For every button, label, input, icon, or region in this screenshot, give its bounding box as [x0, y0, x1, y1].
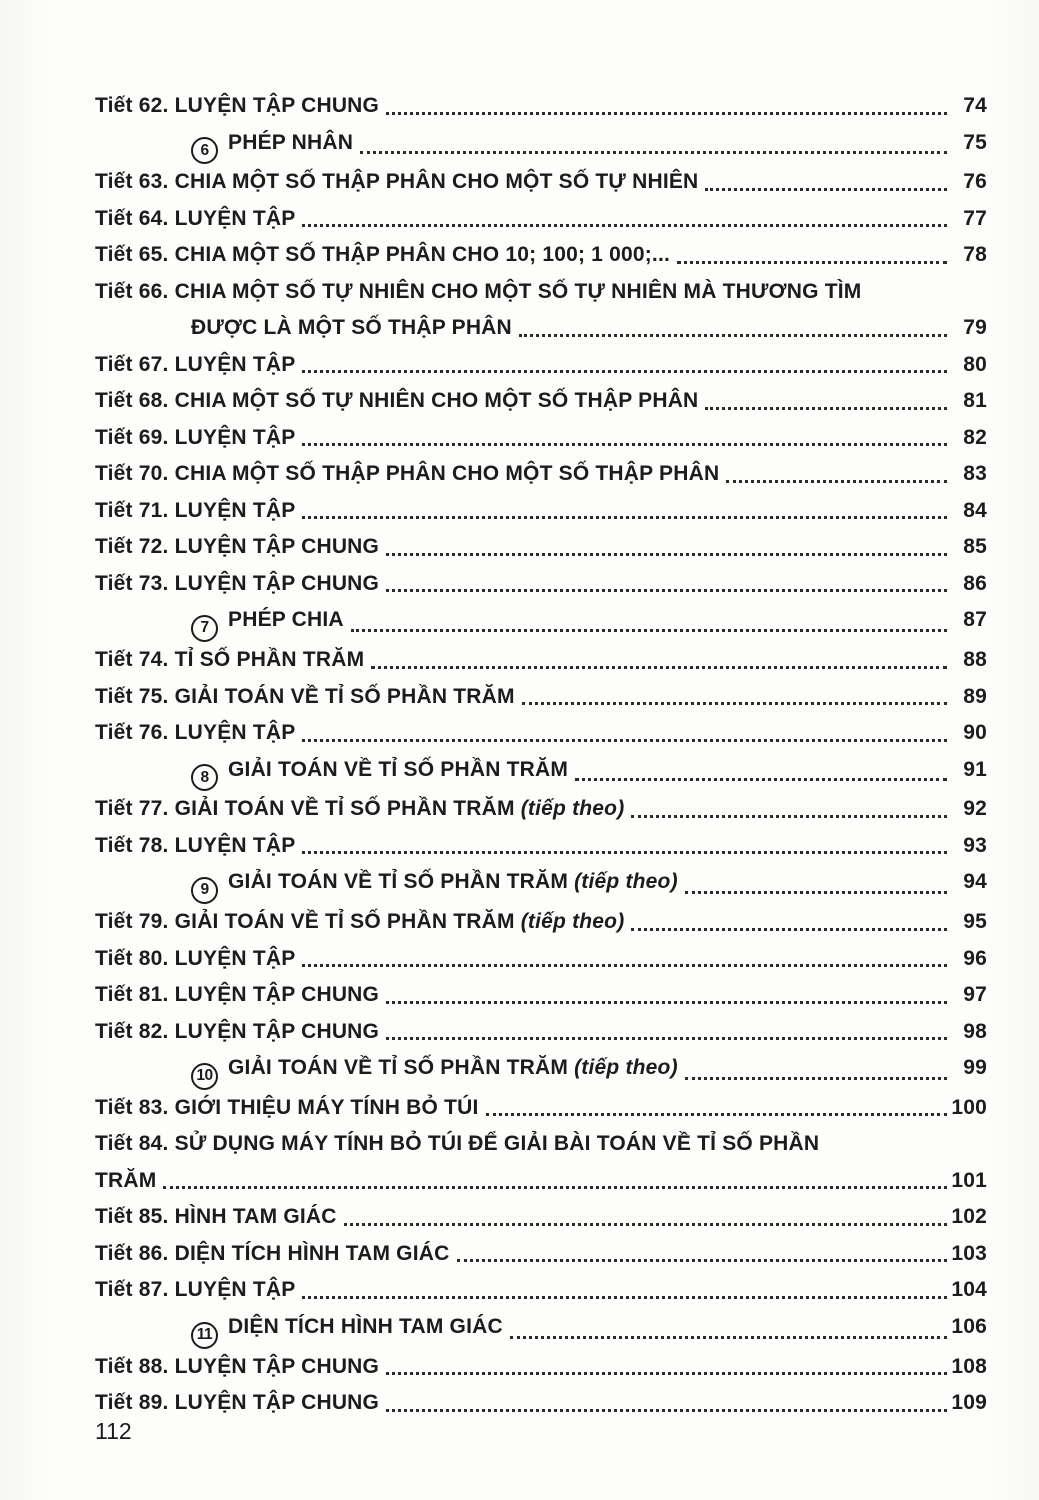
entry-page-number: 76: [963, 170, 987, 194]
entry-suffix-italic: (tiếp theo): [568, 1056, 678, 1079]
entry-title: CHIA MỘT SỐ THẬP PHÂN CHO MỘT SỐ TỰ NHIÊN: [174, 170, 699, 194]
entry-title: GIẢI TOÁN VỀ TỈ SỐ PHẦN TRĂM: [174, 797, 515, 821]
entry-page-number: 90: [963, 721, 987, 744]
entry-prefix: Tiết 78.: [95, 833, 175, 857]
toc-list: [95, 88, 987, 1422]
entry-prefix: Tiết 75.: [95, 684, 175, 708]
entry-prefix: Tiết 79.: [95, 910, 175, 933]
entry-page-number: 97: [963, 983, 987, 1006]
toc-entry: [95, 602, 987, 642]
entry-prefix: Tiết 63.: [95, 170, 175, 194]
entry-label: [95, 493, 295, 530]
dot-leader: [302, 739, 947, 742]
entry-page-number: 85: [963, 535, 987, 559]
entry-label: [95, 125, 353, 165]
entry-page-number: 92: [963, 797, 987, 821]
entry-label: [95, 310, 512, 347]
entry-page-number: 108: [951, 1354, 987, 1378]
entry-label: [95, 904, 624, 941]
dot-leader: [360, 151, 947, 154]
dot-leader: [163, 1186, 947, 1189]
entry-prefix: Tiết 74.: [95, 648, 175, 671]
entry-title: LUYỆN TẬP CHUNG: [174, 1391, 380, 1414]
entry-label: [95, 347, 295, 384]
dot-leader: [386, 1409, 947, 1412]
entry-title: LUYỆN TẬP CHUNG: [174, 571, 380, 595]
entry-prefix: Tiết 82.: [95, 1019, 175, 1043]
dot-leader: [457, 1259, 948, 1262]
entry-prefix: Tiết 83.: [95, 1095, 175, 1119]
dot-leader: [705, 407, 947, 410]
chapter-number-badge: 8: [191, 764, 218, 791]
entry-label: [95, 715, 295, 752]
toc-entry: [95, 1309, 987, 1349]
entry-prefix: Tiết 71.: [95, 498, 175, 522]
dot-leader: [344, 1223, 947, 1226]
toc-entry: [95, 828, 987, 865]
entry-suffix-italic: (tiếp theo): [514, 910, 625, 933]
chapter-number-badge: 6: [191, 137, 218, 164]
dot-leader: [302, 224, 947, 227]
entry-title: LUYỆN TẬP: [174, 946, 296, 970]
entry-label: [95, 941, 295, 978]
dot-leader: [351, 629, 947, 632]
chapter-number-badge: 11: [191, 1322, 218, 1349]
dot-leader: [685, 891, 947, 894]
dot-leader: [371, 666, 947, 669]
entry-page-number: 104: [951, 1278, 987, 1302]
entry-title: LUYỆN TẬP CHUNG: [174, 535, 380, 559]
entry-suffix-italic: (tiếp theo): [514, 797, 625, 821]
entry-page-number: 91: [963, 757, 987, 781]
entry-title: SỬ DỤNG MÁY TÍNH BỎ TÚI ĐỂ GIẢI BÀI TOÁN VỀ TỈ SỐ PHẦN: [174, 1132, 820, 1156]
entry-prefix: Tiết 67.: [95, 352, 175, 376]
entry-page-number: 88: [963, 648, 987, 671]
entry-label: [95, 237, 670, 274]
entry-page-number: 98: [963, 1019, 987, 1043]
dot-leader: [386, 589, 947, 592]
entry-label: [95, 566, 379, 603]
entry-label: [95, 1163, 156, 1200]
entry-title: GIẢI TOÁN VỀ TỈ SỐ PHẦN TRĂM: [228, 757, 569, 781]
dot-leader: [386, 1037, 947, 1040]
entry-page-number: 99: [963, 1056, 987, 1079]
dot-leader: [302, 1296, 947, 1299]
entry-page-number: 106: [951, 1314, 987, 1338]
entry-page-number: 96: [963, 946, 987, 970]
entry-title: HÌNH TAM GIÁC: [174, 1205, 337, 1229]
entry-prefix: Tiết 70.: [95, 462, 175, 486]
entry-page-number: 103: [951, 1241, 987, 1265]
toc-entry: [95, 1272, 987, 1309]
toc-entry: [95, 1090, 987, 1127]
entry-label: [95, 88, 379, 125]
toc-entry: [95, 274, 987, 311]
entry-page-number: 82: [963, 425, 987, 449]
entry-label: [95, 791, 624, 828]
entry-page-number: 75: [963, 130, 987, 154]
entry-page-number: 95: [963, 910, 987, 933]
dot-leader: [631, 815, 947, 818]
toc-entry: [95, 642, 987, 679]
entry-suffix-italic: (tiếp theo): [568, 870, 678, 894]
dot-leader: [386, 112, 947, 115]
entry-page-number: 83: [963, 462, 987, 486]
entry-label: [95, 1272, 295, 1309]
entry-page-number: 74: [963, 94, 987, 117]
entry-prefix: Tiết 66.: [95, 279, 175, 303]
dot-leader: [386, 1001, 947, 1004]
dot-leader: [685, 1077, 947, 1080]
dot-leader: [302, 443, 947, 446]
entry-label: [95, 602, 344, 642]
toc-entry: [95, 237, 987, 274]
entry-page-number: 93: [963, 833, 987, 857]
entry-prefix: Tiết 76.: [95, 721, 175, 744]
entry-label: [95, 274, 861, 311]
entry-title: CHIA MỘT SỐ THẬP PHÂN CHO MỘT SỐ THẬP PHÂN: [174, 462, 720, 486]
entry-title: LUYỆN TẬP: [174, 721, 296, 744]
dot-leader: [302, 516, 947, 519]
entry-title: GIẢI TOÁN VỀ TỈ SỐ PHẦN TRĂM: [174, 684, 515, 708]
entry-title: GIẢI TOÁN VỀ TỈ SỐ PHẦN TRĂM: [228, 1056, 569, 1079]
entry-page-number: 109: [951, 1391, 987, 1414]
dot-leader: [575, 778, 947, 781]
entry-title: CHIA MỘT SỐ THẬP PHÂN CHO 10; 100; 1 000;...: [174, 243, 671, 267]
toc-entry: [95, 1126, 987, 1163]
toc-entry: [95, 791, 987, 828]
dot-leader: [486, 1113, 947, 1116]
toc-entry: [95, 864, 987, 904]
entry-title: GIỚI THIỆU MÁY TÍNH BỎ TÚI: [174, 1095, 479, 1119]
entry-label: [95, 1090, 479, 1127]
entry-prefix: Tiết 65.: [95, 243, 175, 267]
entry-page-number: 86: [963, 571, 987, 595]
toc-entry: [95, 164, 987, 201]
toc-entry: [95, 941, 987, 978]
dot-leader: [302, 851, 947, 854]
entry-title: DIỆN TÍCH HÌNH TAM GIÁC: [174, 1241, 450, 1265]
entry-prefix: Tiết 86.: [95, 1241, 175, 1265]
toc-entry: [95, 1349, 987, 1386]
entry-label: [95, 977, 379, 1014]
entry-title: LUYỆN TẬP CHUNG: [174, 1019, 380, 1043]
dot-leader: [302, 370, 947, 373]
toc-entry: [95, 529, 987, 566]
dot-leader: [386, 1372, 947, 1375]
entry-title: CHIA MỘT SỐ TỰ NHIÊN CHO MỘT SỐ TỰ NHIÊN MÀ THƯƠNG TÌM: [174, 279, 862, 303]
entry-page-number: 77: [963, 206, 987, 230]
dot-leader: [510, 1336, 947, 1339]
toc-entry: [95, 977, 987, 1014]
dot-leader: [705, 188, 947, 191]
entry-page-number: 89: [963, 684, 987, 708]
entry-label: [95, 383, 698, 420]
entry-title: LUYỆN TẬP: [174, 1278, 296, 1302]
toc-entry: [95, 383, 987, 420]
entry-title: LUYỆN TẬP: [174, 498, 296, 522]
toc-entry: [95, 1050, 987, 1090]
toc-entry: [95, 420, 987, 457]
entry-title: GIẢI TOÁN VỀ TỈ SỐ PHẦN TRĂM: [174, 910, 515, 933]
entry-title: LUYỆN TẬP CHUNG: [174, 983, 380, 1006]
entry-title: LUYỆN TẬP: [174, 833, 296, 857]
entry-label: [95, 1349, 379, 1386]
chapter-number-badge: 7: [191, 615, 218, 642]
entry-title: LUYỆN TẬP: [174, 206, 296, 230]
toc-entry: [95, 1163, 987, 1200]
entry-label: [95, 1199, 337, 1236]
toc-entry: [95, 347, 987, 384]
dot-leader: [631, 928, 947, 931]
toc-entry: [95, 1199, 987, 1236]
entry-label: [95, 679, 515, 716]
entry-prefix: Tiết 88.: [95, 1354, 175, 1378]
toc-entry: [95, 310, 987, 347]
toc-entry: [95, 904, 987, 941]
entry-page-number: 80: [963, 352, 987, 376]
entry-page-number: 100: [951, 1095, 987, 1119]
chapter-number-badge: 10: [191, 1063, 218, 1090]
entry-label: [95, 642, 364, 679]
entry-page-number: 102: [951, 1205, 987, 1229]
entry-page-number: 81: [963, 389, 987, 413]
toc-entry: [95, 88, 987, 125]
entry-title: LUYỆN TẬP: [174, 352, 296, 376]
entry-prefix: Tiết 89.: [95, 1391, 175, 1414]
toc-entry: [95, 1014, 987, 1051]
toc-entry: [95, 752, 987, 792]
entry-label: [95, 456, 719, 493]
entry-prefix: Tiết 62.: [95, 94, 175, 117]
entry-page-number: 101: [951, 1168, 987, 1192]
entry-prefix: Tiết 64.: [95, 206, 175, 230]
entry-label: [95, 1236, 450, 1273]
entry-title: GIẢI TOÁN VỀ TỈ SỐ PHẦN TRĂM: [228, 870, 569, 894]
dot-leader: [677, 261, 947, 264]
dot-leader: [302, 964, 947, 967]
entry-page-number: 94: [963, 870, 987, 894]
chapter-number-badge: 9: [191, 877, 218, 904]
entry-label: [95, 529, 379, 566]
entry-page-number: 79: [963, 316, 987, 340]
entry-prefix: Tiết 84.: [95, 1132, 175, 1156]
dot-leader: [522, 702, 947, 705]
entry-label: [95, 1126, 819, 1163]
entry-page-number: 84: [963, 498, 987, 522]
entry-prefix: Tiết 68.: [95, 389, 175, 413]
entry-title: PHÉP NHÂN: [228, 130, 354, 154]
toc-entry: [95, 456, 987, 493]
entry-label: [95, 420, 295, 457]
entry-page-number: 87: [963, 608, 987, 632]
toc-entry: [95, 566, 987, 603]
toc-entry: [95, 1236, 987, 1273]
entry-prefix: Tiết 73.: [95, 571, 175, 595]
entry-page-number: 78: [963, 243, 987, 267]
toc-entry: [95, 201, 987, 238]
entry-prefix: Tiết 77.: [95, 797, 175, 821]
entry-label: [95, 1050, 678, 1090]
entry-prefix: Tiết 85.: [95, 1205, 175, 1229]
entry-label: [95, 1014, 379, 1051]
toc-entry: [95, 1385, 987, 1422]
entry-label: [95, 752, 568, 792]
entry-title: ĐƯỢC LÀ MỘT SỐ THẬP PHÂN: [191, 316, 512, 340]
entry-prefix: Tiết 69.: [95, 425, 175, 449]
entry-title: LUYỆN TẬP CHUNG: [174, 94, 380, 117]
entry-prefix: Tiết 80.: [95, 946, 175, 970]
entry-title: LUYỆN TẬP CHUNG: [174, 1354, 380, 1378]
entry-label: [95, 201, 295, 238]
entry-title: LUYỆN TẬP: [174, 425, 296, 449]
dot-leader: [386, 553, 947, 556]
toc-entry: [95, 715, 987, 752]
entry-label: [95, 1309, 503, 1349]
entry-label: [95, 828, 295, 865]
entry-title: CHIA MỘT SỐ TỰ NHIÊN CHO MỘT SỐ THẬP PHÂN: [174, 389, 699, 413]
entry-prefix: Tiết 87.: [95, 1278, 175, 1302]
toc-entry: [95, 679, 987, 716]
toc-entry: [95, 493, 987, 530]
footer-page-number: 112: [95, 1418, 132, 1444]
entry-title: DIỆN TÍCH HÌNH TAM GIÁC: [228, 1314, 503, 1338]
entry-title: TRĂM: [95, 1168, 157, 1192]
entry-title: TỈ SỐ PHẦN TRĂM: [174, 648, 365, 671]
dot-leader: [519, 334, 947, 337]
entry-prefix: Tiết 72.: [95, 535, 175, 559]
entry-label: [95, 164, 698, 201]
entry-label: [95, 1385, 379, 1422]
toc-entry: [95, 125, 987, 165]
entry-label: [95, 864, 678, 904]
entry-prefix: Tiết 81.: [95, 983, 175, 1006]
dot-leader: [726, 480, 947, 483]
entry-title: PHÉP CHIA: [228, 608, 344, 632]
